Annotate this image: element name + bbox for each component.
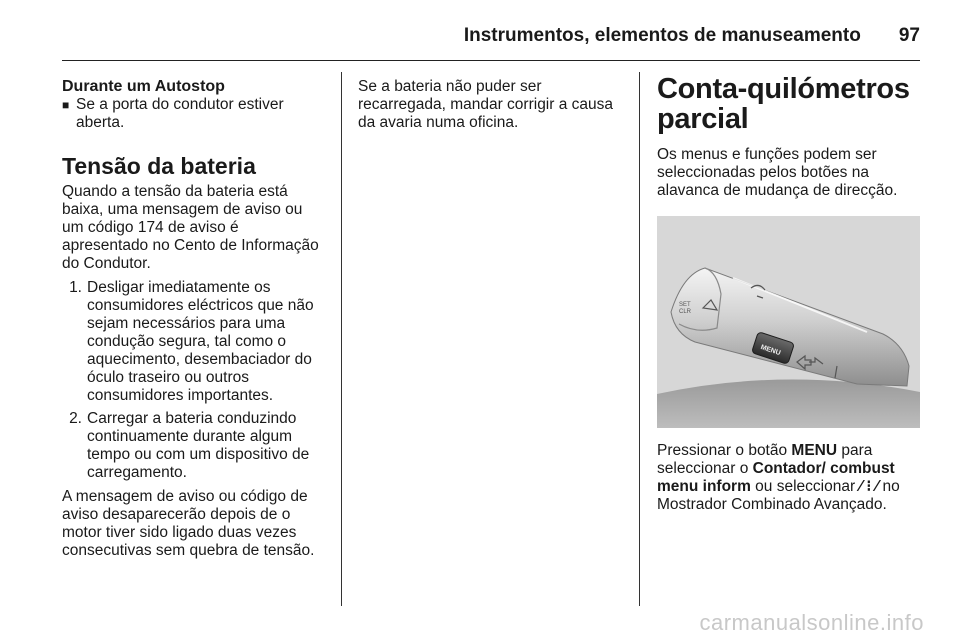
column-3: [657, 73, 923, 514]
trip-odometer-intro: Os menus e funções podem ser seleccionadas pelos botões na alavanca de mudança de direcção.: [657, 146, 898, 199]
battery-repair-note: Se a bateria não puder ser recarregada, mandar corrigir a causa da avaria numa oficina.: [358, 78, 614, 131]
lever-menu-button-label: MENU: [759, 344, 782, 358]
column-1: [62, 78, 328, 560]
autostop-bullet-text: Se a porta do condutor estiver aberta.: [76, 96, 284, 131]
battery-closing: A mensagem de aviso ou código de aviso desaparecerão depois de o motor tiver sido ligado duas vezes consecutivas sem quebra de tensão.: [62, 488, 315, 559]
menu-button-name: MENU: [791, 442, 838, 459]
autostop-heading: Durante um Autostop: [62, 78, 225, 95]
instruction-text-1: Pressionar o botão: [657, 442, 792, 459]
instruction-text-3: ou seleccionar: [750, 478, 860, 495]
step-number: 1.: [69, 279, 82, 296]
trip-symbol-icon: ⁄ ⁝ ⁄: [859, 478, 879, 495]
column-divider-1: [341, 72, 342, 606]
turn-signal-lever-figure: [657, 216, 920, 428]
lever-illustration: [657, 216, 920, 428]
instruction-text-4: no Mostrador Combinado Avançado.: [657, 478, 900, 513]
watermark: carmanualsonline.info: [699, 610, 924, 635]
trip-odometer-heading: Conta-quilómetros parcial: [657, 73, 910, 135]
instruction-text-2: para seleccionar o: [657, 442, 873, 477]
lever-set-clr-label: SET CLR: [679, 302, 692, 315]
battery-intro: Quando a tensão da bateria está baixa, uma mensagem de aviso ou um código 174 de aviso é apresentado no Cento de Informação do Condutor.: [62, 183, 319, 272]
column-2: [358, 78, 626, 132]
header-divider: [62, 60, 920, 61]
step-text: Desligar imediatamente os consumidores eléctricos que não sejam necessários para uma condução segura, tal como o aquecimento, desembaciador do óculo traseiro ou outros consumidores importantes.: [87, 279, 314, 404]
step-number: 2.: [69, 410, 82, 427]
page-number: 97: [898, 25, 920, 46]
page-header: [62, 14, 920, 58]
column-divider-2: [639, 72, 640, 606]
step-item: [62, 279, 328, 405]
header-title: Instrumentos, elementos de manuseamento: [463, 25, 861, 46]
menu-item-name: Contador/ combust menu inform: [657, 460, 895, 495]
step-item: [62, 410, 328, 482]
trip-odometer-instruction: [657, 442, 923, 514]
battery-voltage-heading: Tensão da bateria: [62, 153, 256, 179]
step-text: Carregar a bateria conduzindo continuamente durante algum tempo ou com um dispositivo de carregamento.: [87, 410, 310, 481]
battery-steps: [62, 279, 328, 482]
autostop-bullet: [62, 96, 328, 132]
bullet-square-icon: ■: [62, 98, 70, 112]
